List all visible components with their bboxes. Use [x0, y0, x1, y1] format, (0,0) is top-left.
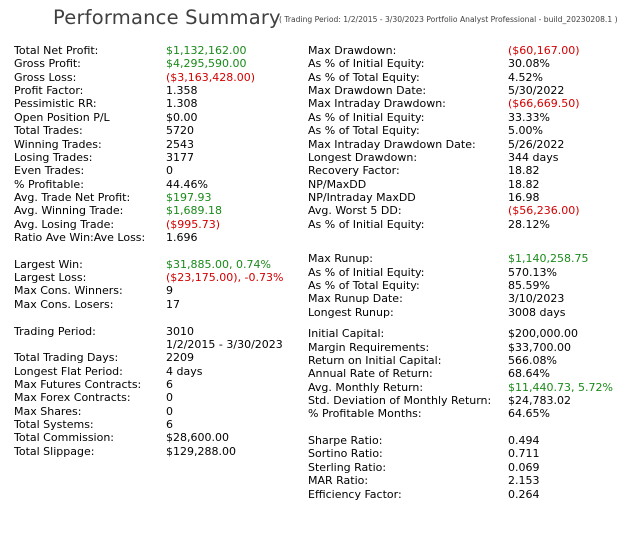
metric-label: Return on Initial Capital:: [308, 353, 442, 367]
metric-value: $197.93: [166, 190, 212, 204]
metric-label: Sortino Ratio:: [308, 447, 383, 461]
metric-label: Annual Rate of Return:: [308, 367, 433, 381]
metric-value: 3/10/2023: [508, 292, 565, 306]
metric-label: Trading Period:: [14, 324, 96, 338]
metric-value: 5720: [166, 124, 194, 138]
metric-value: $33,700.00: [508, 340, 571, 354]
metric-value: $31,885.00, 0.74%: [166, 257, 271, 271]
metric-label: Avg. Monthly Return:: [308, 380, 424, 394]
metric-value: 2209: [166, 351, 194, 365]
metric-label: Even Trades:: [14, 164, 85, 178]
metric-label: Max Cons. Losers:: [14, 297, 114, 311]
metric-value: 5/26/2022: [508, 137, 565, 151]
metric-value: $24,783.02: [508, 394, 571, 408]
metric-value: 0: [166, 404, 173, 418]
metric-label: Margin Requirements:: [308, 340, 430, 354]
metric-label: Total Trading Days:: [14, 351, 119, 365]
metric-label: Max Cons. Winners:: [14, 284, 123, 298]
metric-value: 344 days: [508, 150, 559, 164]
metric-label: Losing Trades:: [14, 150, 93, 164]
metric-label: Max Drawdown:: [308, 44, 397, 57]
metric-label: NP/MaxDD: [308, 177, 367, 191]
metric-value: 18.82: [508, 177, 540, 191]
metric-value: 85.59%: [508, 279, 550, 293]
metric-value: 0: [166, 164, 173, 178]
metric-label: As % of Total Equity:: [308, 124, 420, 138]
metric-label: % Profitable Months:: [308, 407, 422, 421]
metric-value: $129,288.00: [166, 444, 236, 458]
metric-value: $1,689.18: [166, 204, 222, 218]
metric-label: Longest Runup:: [308, 305, 394, 319]
metric-value: 33.33%: [508, 110, 550, 124]
metric-label: Total Slippage:: [14, 444, 95, 458]
metric-label: As % of Initial Equity:: [308, 217, 425, 231]
metric-label: As % of Initial Equity:: [308, 110, 425, 124]
metric-value: 4 days: [166, 364, 203, 378]
metric-label: Winning Trades:: [14, 137, 102, 151]
metric-value: 16.98: [508, 190, 540, 204]
metric-label: Pessimistic RR:: [14, 97, 97, 111]
metric-label: Max Drawdown Date:: [308, 84, 427, 98]
metric-value: 0: [166, 391, 173, 405]
metric-value: 5.00%: [508, 124, 543, 138]
metric-label: Gross Profit:: [14, 57, 81, 71]
page-title: Performance Summary: [53, 6, 281, 29]
metric-label: Avg. Winning Trade:: [14, 204, 124, 218]
metric-value: 44.46%: [166, 177, 208, 191]
metric-value: 3008 days: [508, 305, 566, 319]
metric-value: 570.13%: [508, 265, 557, 279]
metric-label: Avg. Trade Net Profit:: [14, 190, 131, 204]
metric-label: Longest Drawdown:: [308, 150, 418, 164]
metric-value: 1/2/2015 - 3/30/2023: [166, 337, 283, 351]
metric-value: 1.358: [166, 84, 198, 98]
metric-value: $1,132,162.00: [166, 44, 247, 57]
metric-value: ($56,236.00): [508, 204, 580, 218]
metric-value: ($66,669.50): [508, 97, 580, 111]
metric-label: As % of Initial Equity:: [308, 57, 425, 71]
metric-value: 3010: [166, 324, 194, 338]
metric-value: ($60,167.00): [508, 44, 580, 57]
metric-value: 30.08%: [508, 57, 550, 71]
metric-value: 6: [166, 418, 173, 432]
metric-value: 17: [166, 297, 180, 311]
metric-label: Std. Deviation of Monthly Return:: [308, 394, 492, 408]
metric-label: Initial Capital:: [308, 327, 385, 341]
metric-label: % Profitable:: [14, 177, 84, 191]
metric-value: 28.12%: [508, 217, 550, 231]
metric-value: $200,000.00: [508, 327, 578, 341]
metric-label: Gross Loss:: [14, 70, 77, 84]
metric-value: 0.494: [508, 434, 540, 448]
metric-label: Efficiency Factor:: [308, 487, 402, 501]
metric-label: Open Position P/L: [14, 110, 110, 124]
metric-value: 0.069: [508, 460, 540, 474]
metric-label: Total Systems:: [14, 418, 94, 432]
metric-value: 0.264: [508, 487, 540, 501]
metric-label: As % of Total Equity:: [308, 279, 420, 293]
metric-label: Max Runup:: [308, 252, 373, 266]
metric-label: Longest Flat Period:: [14, 364, 123, 378]
metric-label: Avg. Worst 5 DD:: [308, 204, 402, 218]
metric-label: Max Runup Date:: [308, 292, 403, 306]
metric-value: 0.711: [508, 447, 540, 461]
metric-value: 6: [166, 378, 173, 391]
metric-value: 1.308: [166, 97, 198, 111]
metric-value: ($3,163,428.00): [166, 70, 256, 84]
metric-label: Sharpe Ratio:: [308, 434, 383, 448]
metric-value: $11,440.73, 5.72%: [508, 380, 613, 394]
metric-value: 566.08%: [508, 353, 557, 367]
metric-value: 4.52%: [508, 70, 543, 84]
metric-value: ($995.73): [166, 217, 221, 231]
metric-label: Total Commission:: [14, 431, 115, 445]
metric-label: As % of Initial Equity:: [308, 265, 425, 279]
metric-value: 2.153: [508, 474, 540, 488]
metric-value: 68.64%: [508, 367, 550, 381]
metric-value: $4,295,590.00: [166, 57, 247, 71]
metric-value: $1,140,258.75: [508, 252, 589, 266]
metric-value: 9: [166, 284, 173, 298]
metric-label: Max Shares:: [14, 404, 82, 418]
metric-value: ($23,175.00), -0.73%: [166, 271, 284, 285]
metric-label: Ratio Ave Win:Ave Loss:: [14, 231, 146, 245]
metric-label: As % of Total Equity:: [308, 70, 420, 84]
metric-label: Max Intraday Drawdown Date:: [308, 137, 476, 151]
metric-label: Sterling Ratio:: [308, 460, 387, 474]
metric-value: 18.82: [508, 164, 540, 178]
metric-value: 1.696: [166, 231, 198, 245]
metric-value: 5/30/2022: [508, 84, 565, 98]
metric-label: Total Net Profit:: [14, 44, 99, 57]
metric-label: Total Trades:: [14, 124, 83, 138]
metric-label: Avg. Losing Trade:: [14, 217, 115, 231]
metric-value: 64.65%: [508, 407, 550, 421]
metric-label: Max Futures Contracts:: [14, 378, 142, 391]
metric-label: Max Intraday Drawdown:: [308, 97, 446, 111]
metric-value: $0.00: [166, 110, 198, 124]
metric-label: Recovery Factor:: [308, 164, 400, 178]
metric-label: Largest Win:: [14, 257, 83, 271]
metric-label: NP/Intraday MaxDD: [308, 190, 416, 204]
metric-label: Profit Factor:: [14, 84, 84, 98]
metric-value: 2543: [166, 137, 194, 151]
metric-label: Largest Loss:: [14, 271, 87, 285]
metric-label: Max Forex Contracts:: [14, 391, 131, 405]
metric-value: $28,600.00: [166, 431, 229, 445]
metric-value: 3177: [166, 150, 194, 164]
report-subtitle: ( Trading Period: 1/2/2015 - 3/30/2023 Portfolio Analyst Professional - build_20230208.1 ): [279, 15, 618, 24]
metric-label: MAR Ratio:: [308, 474, 369, 488]
